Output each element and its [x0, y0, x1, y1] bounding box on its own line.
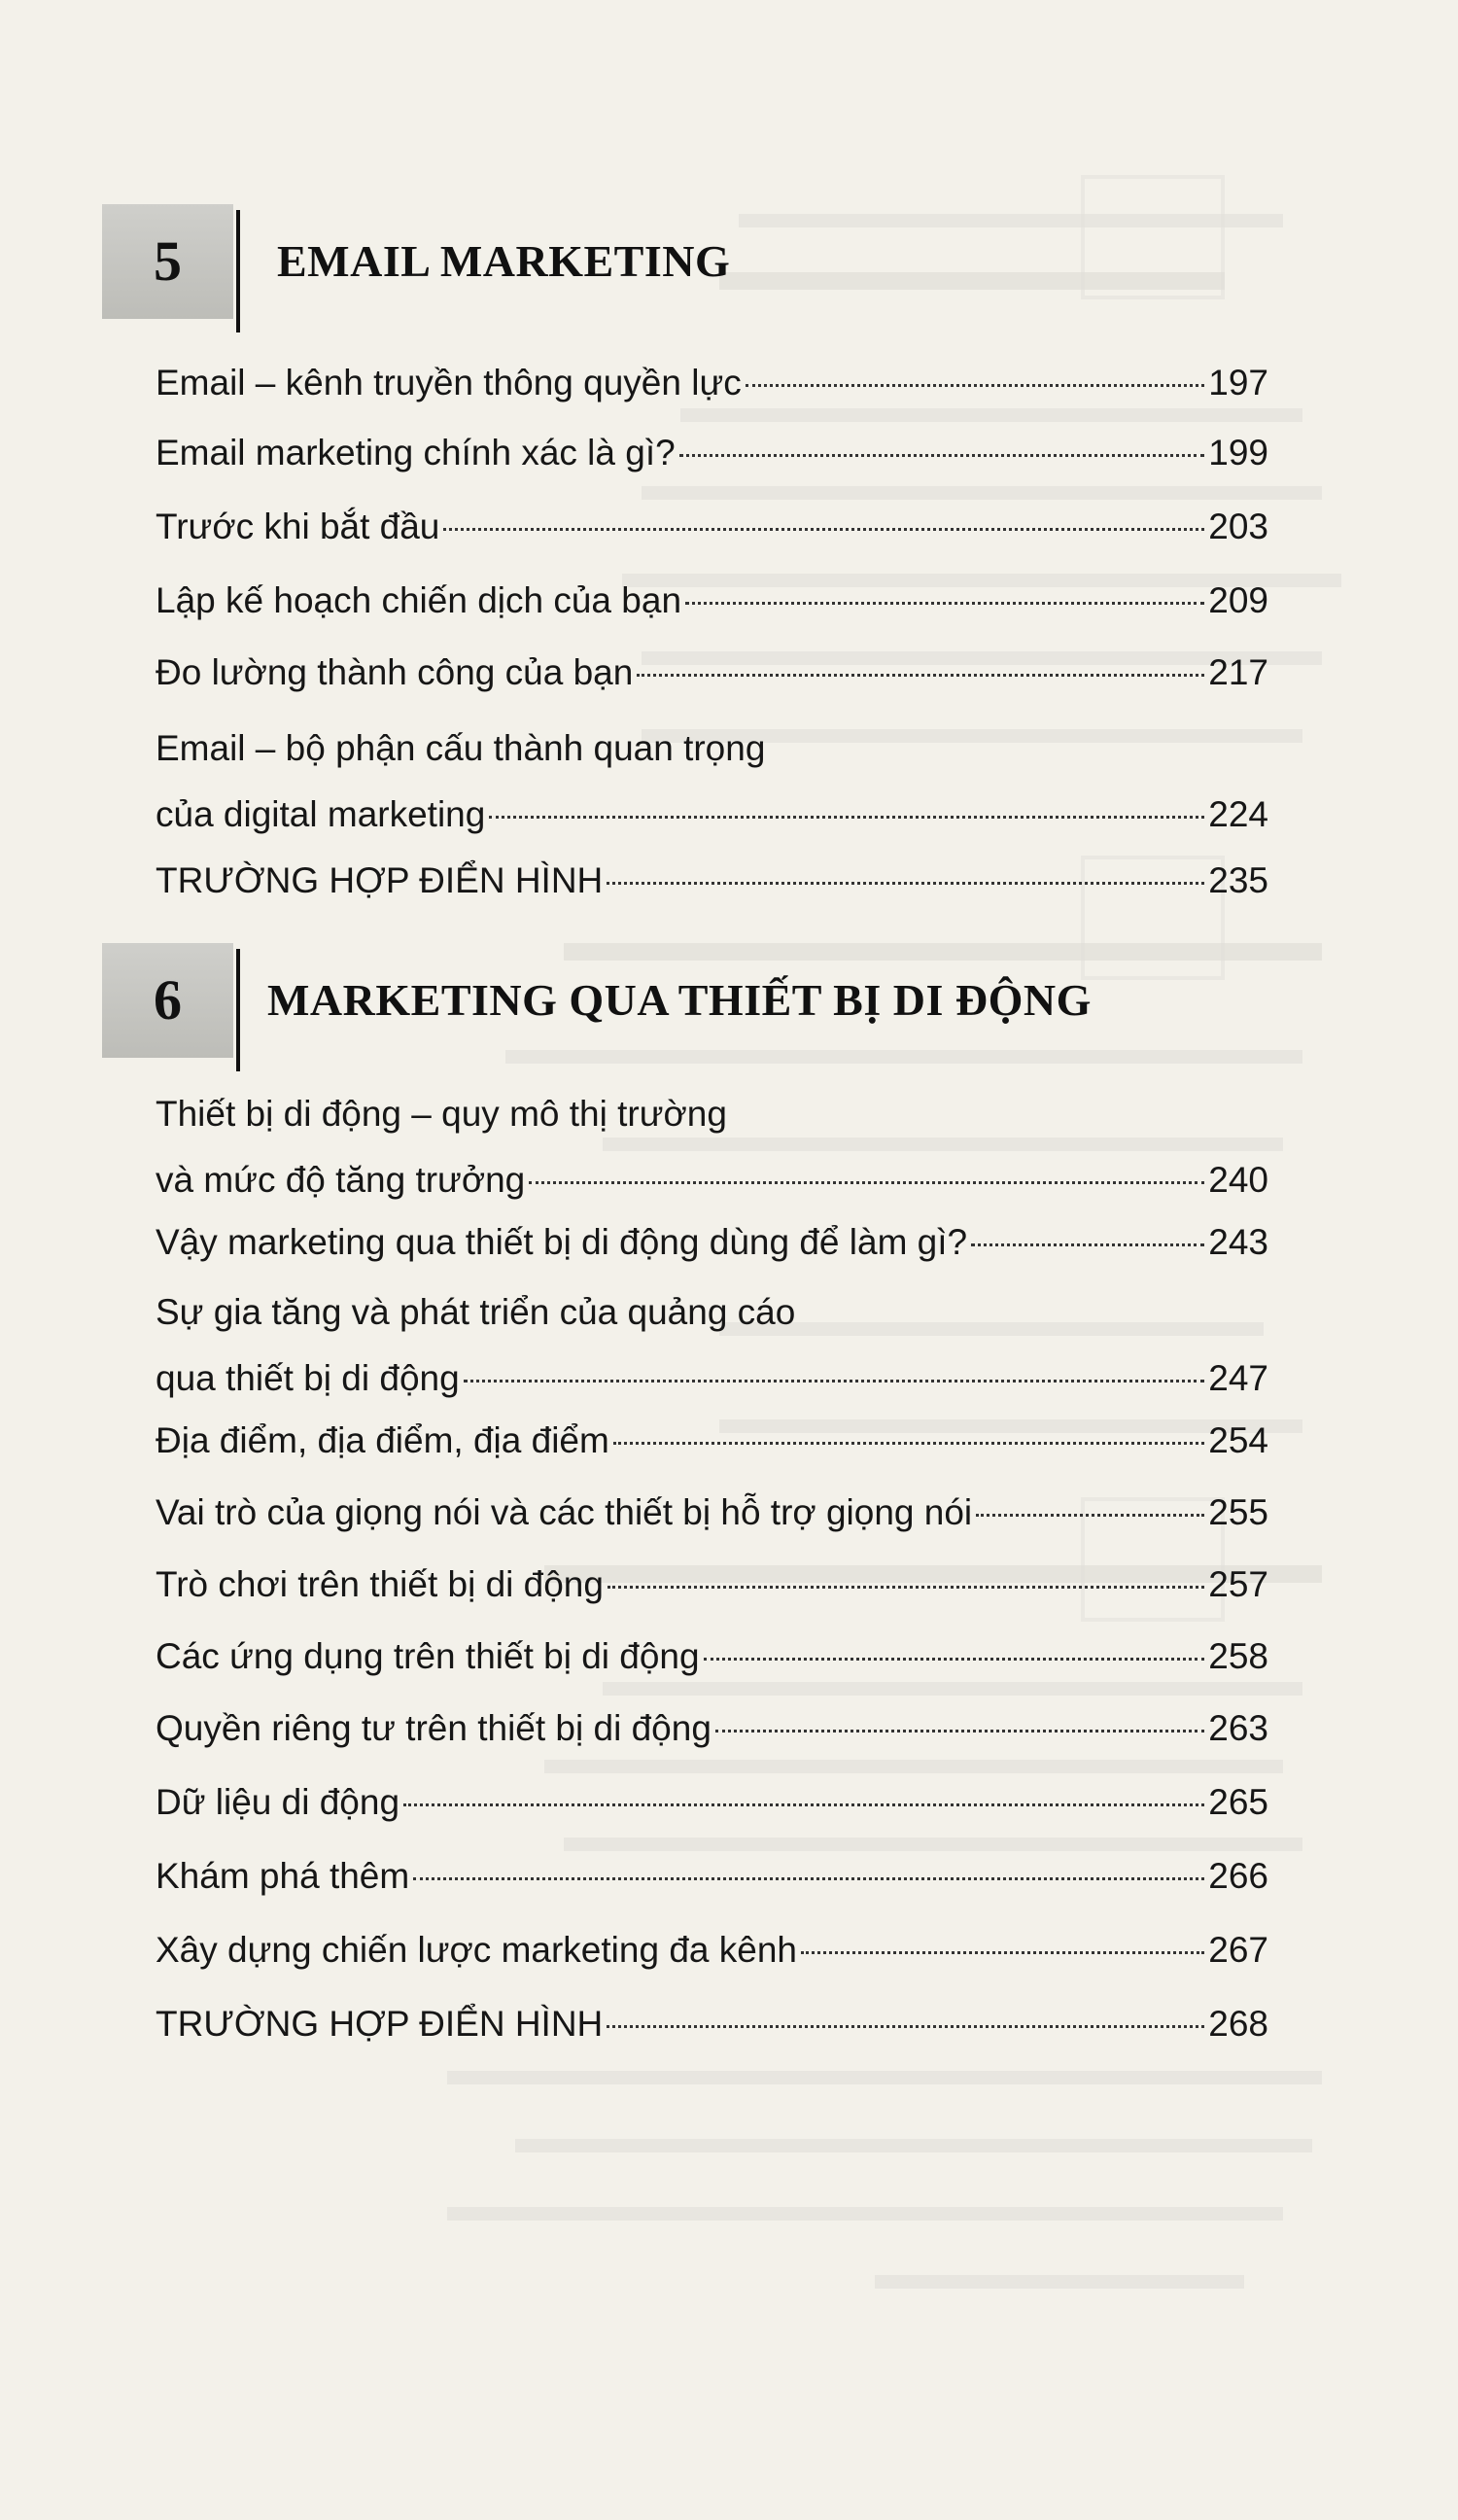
- toc-entry[interactable]: [156, 1279, 1268, 1412]
- page-number: 247: [1208, 1358, 1268, 1398]
- chapter-number-box: [102, 204, 233, 319]
- page-number: 254: [1208, 1420, 1268, 1460]
- toc-entry[interactable]: [156, 1991, 1268, 2057]
- entry-title: Email – kênh truyền thông quyền lực: [156, 363, 742, 402]
- entry-title: Địa điểm, địa điểm, địa điểm: [156, 1420, 609, 1460]
- entry-title: Vậy marketing qua thiết bị di động dùng để làm gì?: [156, 1222, 968, 1262]
- entry-title: Email marketing chính xác là gì?: [156, 433, 676, 472]
- entry-title: Trước khi bắt đầu: [156, 507, 440, 546]
- toc-entry[interactable]: [156, 350, 1268, 416]
- page-number: 235: [1208, 860, 1268, 900]
- toc-entry[interactable]: [156, 1552, 1268, 1618]
- page-number: 255: [1208, 1492, 1268, 1532]
- entry-title: Xây dựng chiến lược marketing đa kênh: [156, 1930, 797, 1970]
- leader-dots: [613, 1442, 1204, 1445]
- leader-dots: [403, 1803, 1204, 1806]
- entry-title: Dữ liệu di động: [156, 1782, 400, 1822]
- leader-dots: [443, 528, 1204, 531]
- toc-entry[interactable]: [156, 1081, 1268, 1213]
- toc-entry[interactable]: [156, 848, 1268, 914]
- page-number: 199: [1208, 433, 1268, 472]
- leader-dots: [464, 1380, 1205, 1382]
- toc-entry[interactable]: [156, 640, 1268, 706]
- chapter-6-header: [0, 943, 1458, 1058]
- leader-dots: [529, 1181, 1204, 1184]
- leader-dots: [679, 454, 1205, 457]
- entry-title: Các ứng dụng trên thiết bị di động: [156, 1636, 700, 1676]
- entry-title: TRƯỜNG HỢP ĐIỂN HÌNH: [156, 2004, 604, 2044]
- chapter-title: EMAIL MARKETING: [277, 236, 731, 286]
- leader-dots: [801, 1951, 1204, 1954]
- entry-title: Đo lường thành công của bạn: [156, 652, 634, 692]
- entry-title: Vai trò của giọng nói và các thiết bị hỗ trợ giọng nói: [156, 1492, 973, 1532]
- leader-dots: [704, 1658, 1205, 1661]
- page-number: 217: [1208, 652, 1268, 692]
- toc-entry[interactable]: [156, 1917, 1268, 1983]
- chapter-5-header: [0, 204, 1458, 319]
- toc-entry[interactable]: [156, 494, 1268, 560]
- leader-dots: [637, 674, 1204, 677]
- entry-title: và mức độ tăng trưởng: [156, 1160, 526, 1200]
- page-number: 266: [1208, 1856, 1268, 1896]
- toc-entry[interactable]: [156, 1696, 1268, 1762]
- toc-entry[interactable]: [156, 1480, 1268, 1546]
- chapter-divider: [236, 210, 240, 332]
- chapter-number: 5: [154, 229, 182, 293]
- page-number: 197: [1208, 363, 1268, 402]
- page-number: 263: [1208, 1708, 1268, 1748]
- chapter-divider: [236, 949, 240, 1071]
- toc-entry[interactable]: [156, 420, 1268, 486]
- toc-entry[interactable]: [156, 1843, 1268, 1909]
- leader-dots: [607, 882, 1204, 885]
- toc-entry[interactable]: [156, 568, 1268, 634]
- chapter-title: MARKETING QUA THIẾT BỊ DI ĐỘNG: [267, 975, 1092, 1025]
- page-number: 267: [1208, 1930, 1268, 1970]
- entry-title: Trò chơi trên thiết bị di động: [156, 1564, 604, 1604]
- leader-dots: [971, 1243, 1204, 1246]
- entry-title: Quyền riêng tư trên thiết bị di động: [156, 1708, 712, 1748]
- chapter-number: 6: [154, 968, 182, 1032]
- toc-entry[interactable]: [156, 1769, 1268, 1836]
- leader-dots: [715, 1730, 1204, 1732]
- leader-dots: [685, 602, 1204, 605]
- page-number: 240: [1208, 1160, 1268, 1200]
- page-number: 258: [1208, 1636, 1268, 1676]
- entry-title: qua thiết bị di động: [156, 1358, 460, 1398]
- page-number: 257: [1208, 1564, 1268, 1604]
- leader-dots: [608, 1586, 1204, 1589]
- page-number: 203: [1208, 507, 1268, 546]
- page-number: 209: [1208, 580, 1268, 620]
- entry-title-line1: Thiết bị di động – quy mô thị trường: [156, 1094, 727, 1134]
- leader-dots: [489, 816, 1204, 819]
- toc-entry[interactable]: [156, 1624, 1268, 1690]
- page-number: 224: [1208, 794, 1268, 834]
- leader-dots: [413, 1877, 1204, 1880]
- entry-title: TRƯỜNG HỢP ĐIỂN HÌNH: [156, 860, 604, 900]
- leader-dots: [607, 2025, 1204, 2028]
- toc-entry[interactable]: [156, 1209, 1268, 1276]
- entry-title-line1: Email – bộ phận cấu thành quan trọng: [156, 728, 766, 768]
- chapter-number-box: [102, 943, 233, 1058]
- toc-entry[interactable]: [156, 1408, 1268, 1474]
- page-number: 265: [1208, 1782, 1268, 1822]
- entry-title: Lập kế hoạch chiến dịch của bạn: [156, 580, 682, 620]
- toc-entry[interactable]: [156, 716, 1268, 848]
- entry-title: Khám phá thêm: [156, 1856, 410, 1896]
- leader-dots: [976, 1514, 1204, 1517]
- page-number: 243: [1208, 1222, 1268, 1262]
- leader-dots: [746, 384, 1205, 387]
- entry-title-line1: Sự gia tăng và phát triển của quảng cáo: [156, 1292, 796, 1332]
- page-number: 268: [1208, 2004, 1268, 2044]
- entry-title: của digital marketing: [156, 794, 486, 834]
